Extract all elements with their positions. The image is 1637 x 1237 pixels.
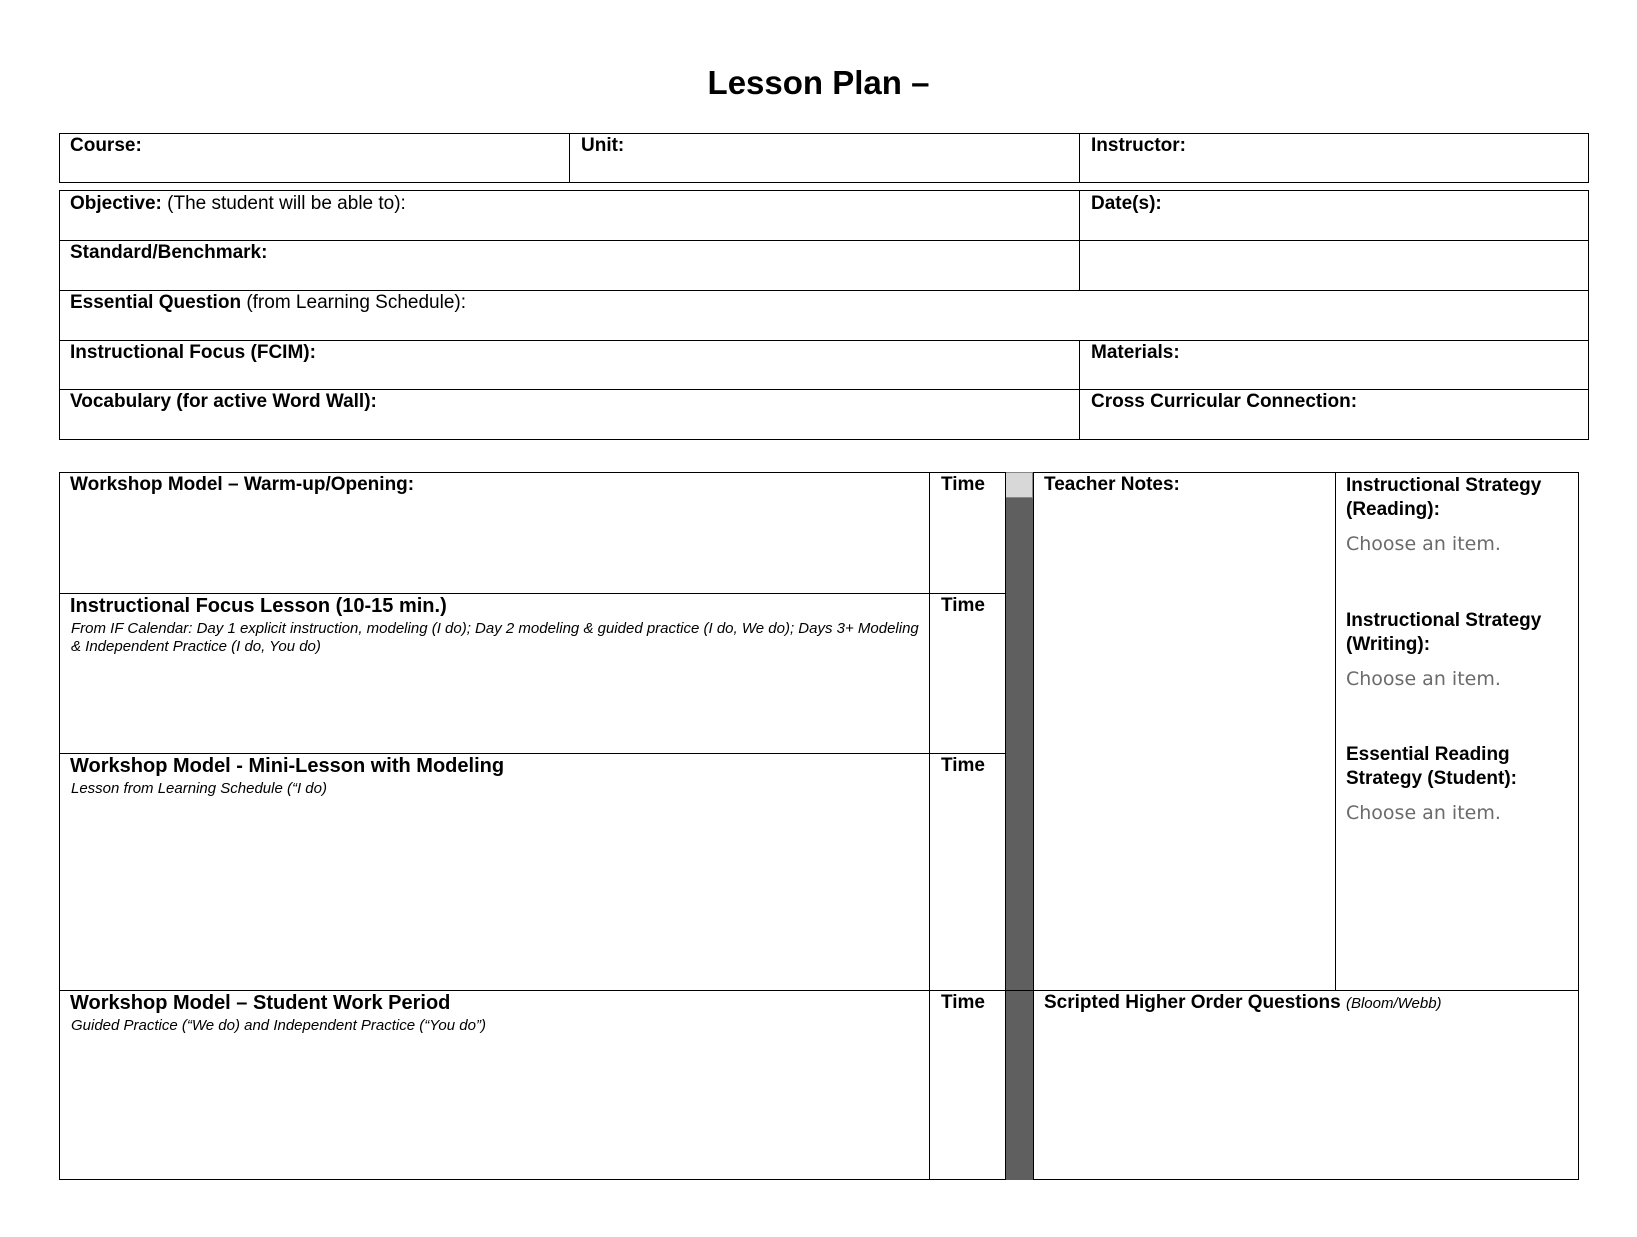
- scripted-questions-field[interactable]: [1044, 992, 1442, 1015]
- time-label[interactable]: Time: [941, 992, 986, 1013]
- workshop-row-divider: [59, 753, 1005, 754]
- course-field[interactable]: Course:: [70, 135, 142, 156]
- time-label[interactable]: Time: [941, 755, 986, 776]
- page-title: Lesson Plan –: [707, 64, 930, 101]
- student-strategy-dropdown[interactable]: Choose an item.: [1346, 802, 1501, 824]
- workshop-row-divider: [59, 593, 1005, 594]
- scripted-questions-label: Scripted Higher Order Questions: [1044, 992, 1341, 1013]
- essential-question-field[interactable]: [70, 292, 466, 314]
- info-row-divider: [59, 340, 1589, 341]
- workshop-col-divider: [929, 472, 930, 1180]
- warmup-section-title[interactable]: Workshop Model – Warm-up/Opening:: [70, 474, 415, 495]
- separator-bar: [1005, 497, 1033, 1180]
- separator-edge: [1033, 472, 1034, 1180]
- essential-question-label: Essential Question: [70, 292, 242, 313]
- workshop-table: [59, 472, 1579, 1180]
- essential-question-hint: (from Learning Schedule):: [241, 292, 466, 313]
- cross-curricular-field[interactable]: Cross Curricular Connection:: [1091, 391, 1358, 412]
- separator-edge: [1005, 472, 1006, 1180]
- info-col-divider: [1079, 340, 1080, 440]
- header-row-table: [59, 133, 1589, 183]
- mini-lesson-description: Lesson from Learning Schedule (“I do): [71, 780, 327, 797]
- objective-hint: (The student will be able to):: [161, 193, 406, 214]
- mini-lesson-section-title[interactable]: Workshop Model - Mini-Lesson with Modeling: [70, 755, 505, 777]
- work-period-section-title[interactable]: Workshop Model – Student Work Period: [70, 992, 451, 1014]
- standard-field[interactable]: Standard/Benchmark:: [70, 242, 268, 263]
- vocabulary-field[interactable]: Vocabulary (for active Word Wall):: [70, 391, 377, 412]
- time-label[interactable]: Time: [941, 595, 986, 616]
- objective-label: Objective:: [70, 193, 162, 214]
- objective-field[interactable]: [70, 193, 406, 215]
- info-row-divider: [59, 240, 1589, 241]
- writing-strategy-label: Instructional Strategy (Writing):: [1346, 610, 1542, 655]
- header-divider: [1079, 133, 1080, 183]
- header-divider: [569, 133, 570, 183]
- strategy-col-divider: [1335, 472, 1336, 990]
- teacher-notes-field[interactable]: Teacher Notes:: [1044, 474, 1180, 495]
- reading-strategy-dropdown[interactable]: Choose an item.: [1346, 533, 1501, 555]
- work-period-description: Guided Practice (“We do) and Independent Practice (“You do”): [71, 1017, 486, 1034]
- reading-strategy-label: Instructional Strategy (Reading):: [1346, 475, 1542, 520]
- focus-lesson-description: From IF Calendar: Day 1 explicit instruction, modeling (I do); Day 2 modeling & guided practice (I do, We do); Days 3+ Modeling & Independent Practice (I do, You do): [71, 620, 919, 655]
- student-strategy-label: Essential Reading Strategy (Student):: [1346, 744, 1517, 789]
- focus-lesson-section-title[interactable]: Instructional Focus Lesson (10-15 min.): [70, 595, 447, 617]
- info-row-divider: [59, 290, 1589, 291]
- writing-strategy-dropdown[interactable]: Choose an item.: [1346, 668, 1501, 690]
- scripted-questions-hint: (Bloom/Webb): [1345, 995, 1442, 1012]
- info-row-divider: [59, 389, 1589, 390]
- workshop-row-divider: [59, 990, 1579, 991]
- instructor-field[interactable]: Instructor:: [1091, 135, 1186, 156]
- time-label[interactable]: Time: [941, 474, 986, 495]
- materials-field[interactable]: Materials:: [1091, 342, 1180, 363]
- unit-field[interactable]: Unit:: [581, 135, 625, 156]
- instructional-focus-field[interactable]: Instructional Focus (FCIM):: [70, 342, 316, 363]
- dates-field[interactable]: Date(s):: [1091, 193, 1162, 214]
- info-col-divider: [1079, 190, 1080, 290]
- separator-bar-top-cell: [1005, 472, 1033, 498]
